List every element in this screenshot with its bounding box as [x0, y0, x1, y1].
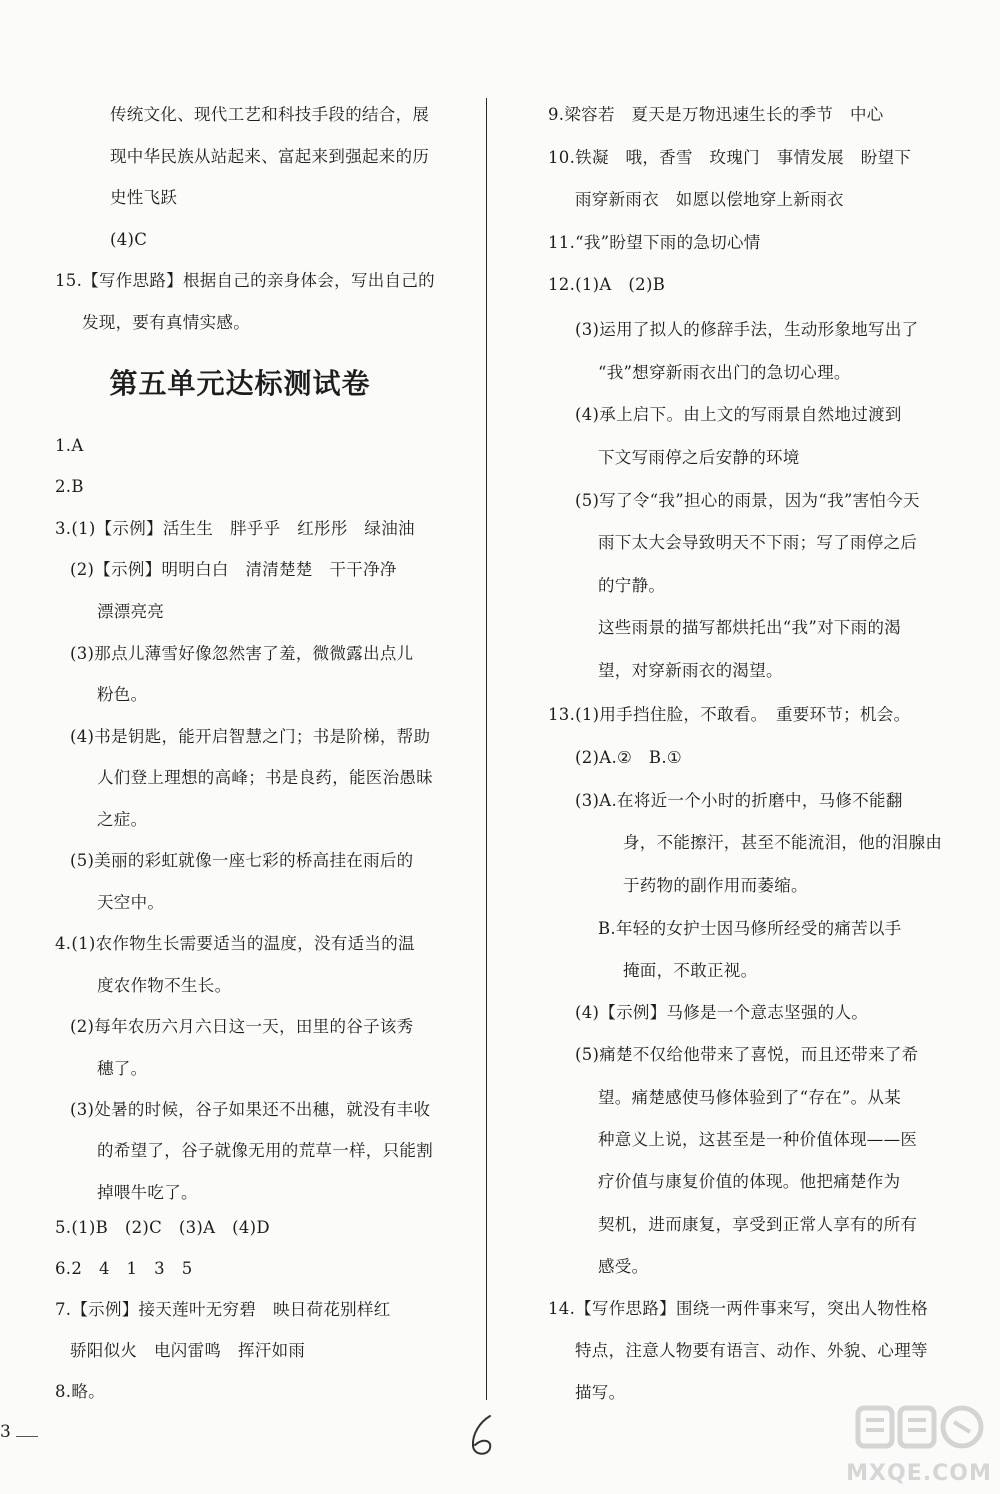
right-line: 特点，注意人物要有语言、动作、外貌、心理等 [575, 1341, 928, 1360]
watermark [844, 1398, 994, 1490]
left-line: 骄阳似火 电闪雷鸣 挥汗如雨 [70, 1341, 306, 1360]
left-line: 8.略。 [55, 1382, 105, 1401]
page-number-dash [16, 1436, 38, 1437]
right-line: 感受。 [598, 1257, 649, 1276]
left-line: 15.【写作思路】根据自己的亲身体会，写出自己的 [55, 271, 435, 290]
right-line: 这些雨景的描写都烘托出“我”对下雨的渴 [598, 618, 902, 637]
left-line: 漂漂亮亮 [97, 602, 165, 621]
right-line: 种意义上说，这甚至是一种价值体现——医 [598, 1130, 918, 1149]
right-line: (3)运用了拟人的修辞手法，生动形象地写出了 [575, 320, 919, 339]
left-line: 掉喂牛吃了。 [97, 1183, 198, 1202]
right-line: (4)【示例】马修是一个意志坚强的人。 [575, 1003, 869, 1022]
left-line: 史性飞跃 [110, 188, 178, 207]
left-line: 2.B [55, 477, 84, 496]
right-line: 描写。 [575, 1383, 626, 1402]
right-line: 望，对穿新雨衣的渴望。 [598, 661, 783, 680]
left-line: 之症。 [97, 810, 148, 829]
left-line: 穗了。 [97, 1059, 148, 1078]
right-line: 的宁静。 [598, 576, 666, 595]
right-line: 疗价值与康复价值的体现。他把痛楚作为 [598, 1172, 901, 1191]
left-line: 传统文化、现代工艺和科技手段的结合，展 [110, 105, 430, 124]
left-line: 4.(1)农作物生长需要适当的温度，没有适当的温 [55, 934, 415, 953]
right-line: 望。痛楚感使马修体验到了“存在”。从某 [598, 1088, 902, 1107]
watermark-text: MXQE.COM [846, 1461, 992, 1486]
left-line: 人们登上理想的高峰；书是良药，能医治愚昧 [97, 768, 433, 787]
left-line: 现中华民族从站起来、富起来到强起来的历 [110, 147, 430, 166]
page-number: 3 [0, 1422, 11, 1442]
left-line: 3.(1)【示例】活生生 胖乎乎 红彤彤 绿油油 [55, 519, 415, 538]
right-line: (4)承上启下。由上文的写雨景自然地过渡到 [575, 405, 902, 424]
right-line: “我”想穿新雨衣出门的急切心理。 [598, 363, 851, 382]
left-line: 发现，要有真情实感。 [82, 313, 250, 332]
left-line: 度农作物不生长。 [97, 976, 232, 995]
right-line: 契机，进而康复，享受到正常人享有的所有 [598, 1215, 918, 1234]
right-line: 14.【写作思路】围绕一两件事来写，突出人物性格 [548, 1299, 928, 1318]
left-line: 7.【示例】接天莲叶无穷碧 映日荷花别样红 [55, 1300, 391, 1319]
handwritten-mark [464, 1412, 504, 1460]
left-line: 1.A [55, 436, 84, 455]
right-line: B.年轻的女护士因马修所经受的痛苦以手 [598, 919, 902, 938]
left-line: 6.2 4 1 3 5 [55, 1259, 193, 1278]
column-divider [486, 98, 487, 1400]
right-line: 于药物的副作用而萎缩。 [623, 876, 808, 895]
right-line: (5)写了令“我”担心的雨景，因为“我”害怕今天 [575, 491, 920, 510]
left-line: (5)美丽的彩虹就像一座七彩的桥高挂在雨后的 [70, 851, 414, 870]
left-line: 的希望了，谷子就像无用的荒草一样，只能割 [97, 1141, 433, 1160]
right-line: 雨下太大会导致明天不下雨；写了雨停之后 [598, 533, 918, 552]
watermark-logo-icon [854, 1398, 984, 1456]
right-line: 11.“我”盼望下雨的急切心情 [548, 233, 761, 252]
left-line: (4)C [110, 230, 148, 249]
left-line: 天空中。 [97, 893, 165, 912]
left-line: (3)处暑的时候，谷子如果还不出穗，就没有丰收 [70, 1100, 431, 1119]
right-line: (2)A.② B.① [575, 748, 682, 767]
left-line: (3)那点儿薄雪好像忽然害了羞，微微露出点儿 [70, 644, 414, 663]
left-line: 粉色。 [97, 685, 148, 704]
right-line: 13.(1)用手挡住脸，不敢看。 重要环节；机会。 [548, 705, 911, 724]
right-line: 12.(1)A (2)B [548, 275, 666, 294]
right-line: 雨穿新雨衣 如愿以偿地穿上新雨衣 [575, 190, 844, 209]
right-line: (5)痛楚不仅给他带来了喜悦，而且还带来了希 [575, 1045, 919, 1064]
left-line: (2)【示例】明明白白 清清楚楚 干干净净 [70, 560, 397, 579]
left-line: (4)书是钥匙，能开启智慧之门；书是阶梯，帮助 [70, 727, 431, 746]
right-line: 掩面，不敢正视。 [623, 961, 758, 980]
right-line: 10.铁凝 哦，香雪 玫瑰门 事情发展 盼望下 [548, 148, 912, 167]
right-line: 下文写雨停之后安静的环境 [598, 448, 800, 467]
section-title: 第五单元达标测试卷 [109, 367, 371, 400]
right-line: (3)A.在将近一个小时的折磨中，马修不能翻 [575, 791, 903, 810]
left-line: (2)每年农历六月六日这一天，田里的谷子该秀 [70, 1017, 414, 1036]
right-line: 身，不能擦汗，甚至不能流泪，他的泪腺由 [623, 833, 943, 852]
left-line: 5.(1)B (2)C (3)A (4)D [55, 1218, 270, 1237]
right-line: 9.梁容若 夏天是万物迅速生长的季节 中心 [548, 105, 884, 124]
